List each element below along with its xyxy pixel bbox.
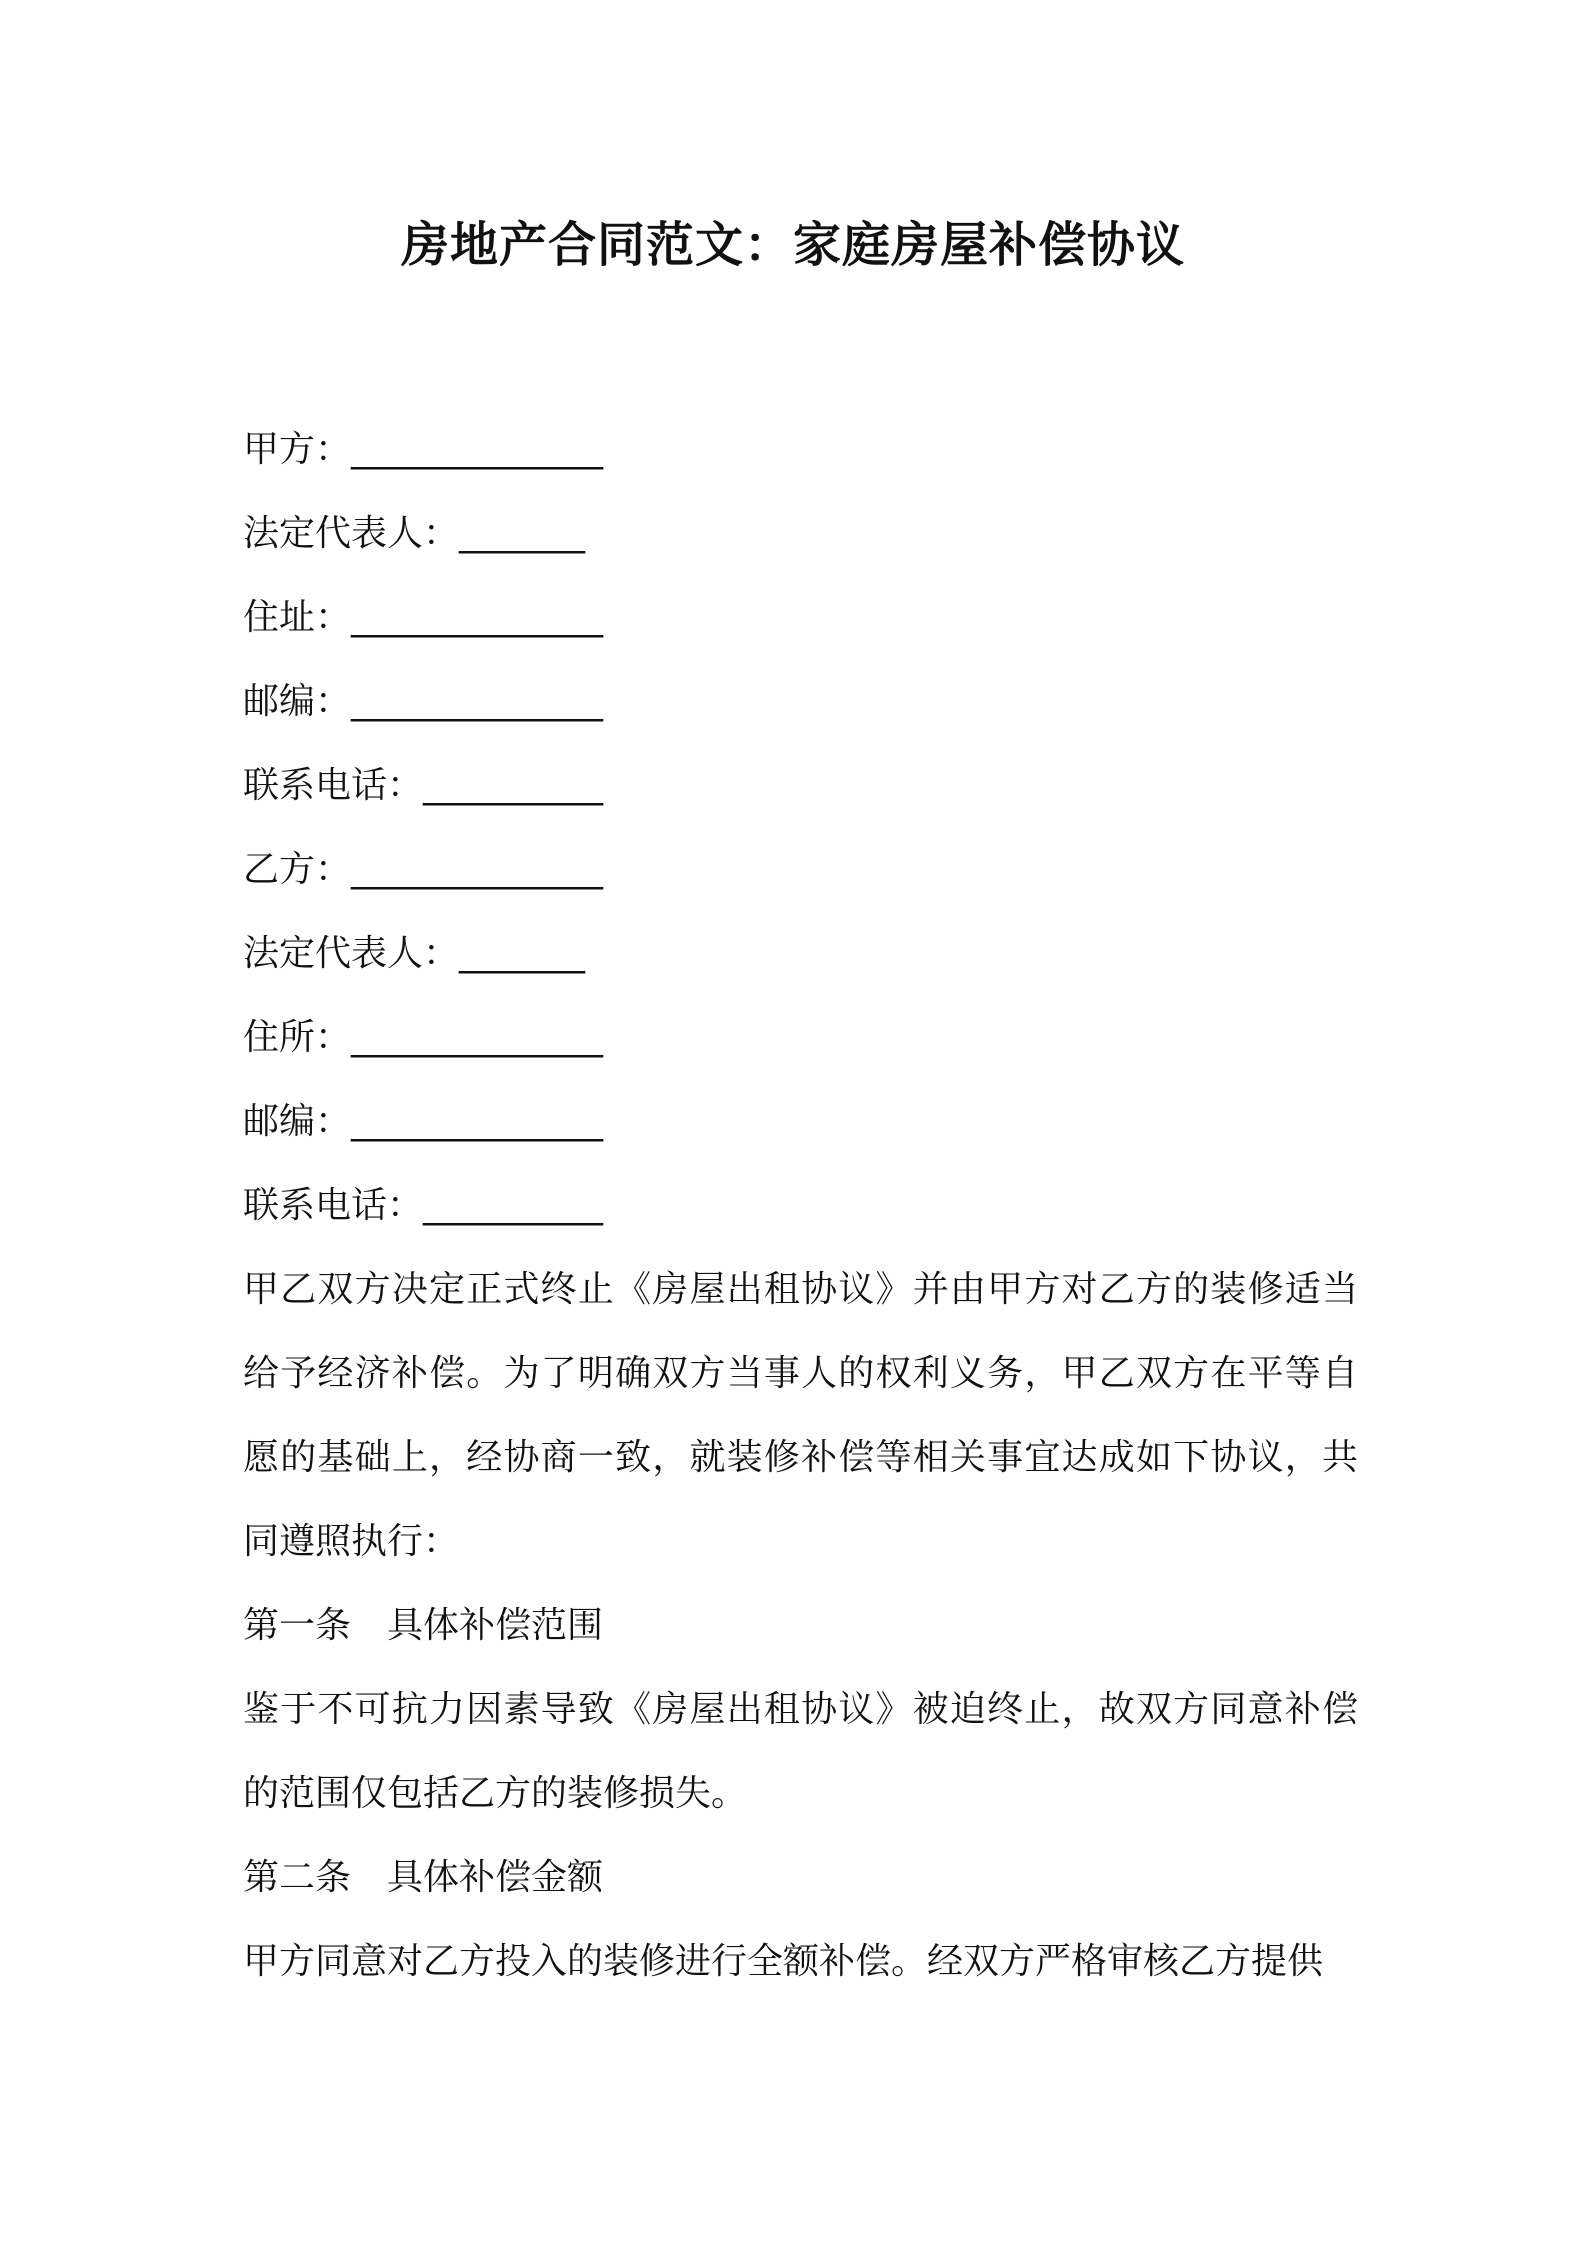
party-a-phone-line: 联系电话：__________ bbox=[243, 765, 604, 806]
party-a-representative-line: 法定代表人：_______ bbox=[243, 513, 586, 554]
party-b-postcode-line: 邮编：______________ bbox=[243, 1101, 604, 1142]
party-b-representative-line: 法定代表人：_______ bbox=[243, 933, 586, 974]
document-title: 房地产合同范文：家庭房屋补偿协议 bbox=[400, 217, 1185, 273]
party-b-name-line: 乙方：______________ bbox=[243, 849, 604, 890]
article-2-paragraph: 甲方同意对乙方投入的装修进行全额补偿。经双方严格审核乙方提供 bbox=[243, 1941, 1324, 1982]
party-b-phone-line: 联系电话：__________ bbox=[243, 1185, 604, 1226]
article-1-heading: 第一条 具体补偿范围 bbox=[243, 1605, 604, 1646]
article-1-paragraph: 鉴于不可抗力因素导致《房屋出租协议》被迫终止，故双方同意补偿的范围仅包括乙方的装修损失。 bbox=[243, 1689, 1358, 1814]
party-a-postcode-line: 邮编：______________ bbox=[243, 681, 604, 722]
article-2-heading: 第二条 具体补偿金额 bbox=[243, 1857, 604, 1898]
party-a-address-line: 住址：______________ bbox=[243, 597, 604, 638]
party-a-name-line: 甲方：______________ bbox=[243, 429, 604, 470]
party-b-address-line: 住所：______________ bbox=[243, 1017, 604, 1058]
intro-paragraph: 甲乙双方决定正式终止《房屋出租协议》并由甲方对乙方的装修适当给予经济补偿。为了明确双方当事人的权利义务，甲乙双方在平等自愿的基础上，经协商一致，就装修补偿等相关事宜达成如下协议，共同遵照执行： bbox=[243, 1269, 1358, 1562]
document-body bbox=[243, 408, 1358, 2004]
